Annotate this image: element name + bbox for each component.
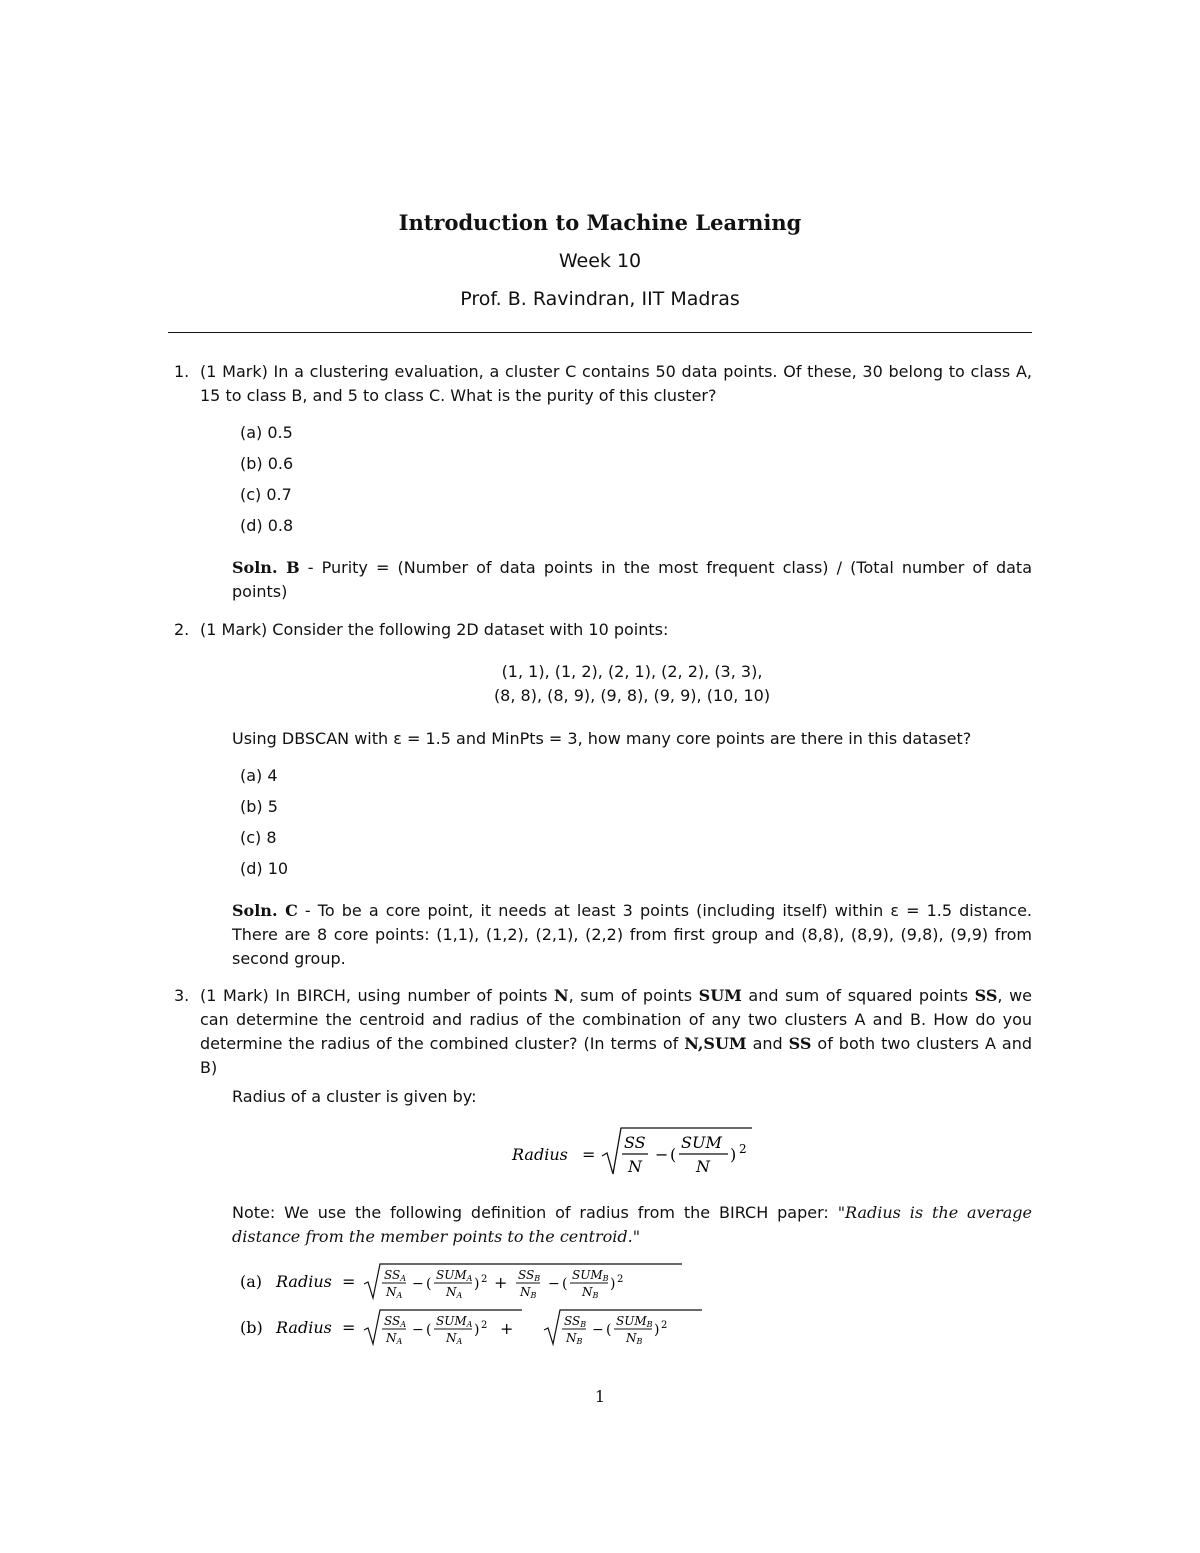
question-2-prompt: Using DBSCAN with ε = 1.5 and MinPts = 3, how many core points are there in this dataset? — [232, 729, 972, 748]
solution-text: - Purity = (Number of data points in the most frequent class) / (Total number of data points) — [232, 558, 1032, 601]
svg-text:(: ( — [426, 1276, 432, 1292]
svg-text:Radius: Radius — [276, 1318, 332, 1337]
svg-text:(: ( — [562, 1276, 568, 1292]
question-1-solution — [232, 556, 1032, 604]
birch-note — [232, 1201, 1032, 1249]
svg-text:Radius: Radius — [276, 1272, 332, 1291]
svg-text:): ) — [474, 1276, 480, 1292]
dataset-points — [232, 660, 1032, 708]
option-c: (c) 0.7 — [240, 485, 292, 504]
svg-text:(b): (b) — [240, 1318, 263, 1337]
option-a: (a) 0.5 — [240, 423, 293, 442]
option-b-formula — [236, 1306, 716, 1348]
svg-text:SSA: SSA — [384, 1268, 407, 1283]
svg-text:(: ( — [670, 1145, 677, 1164]
note-quote: "Radius is the average distance from the member points to the centroid." — [232, 1203, 1033, 1246]
svg-text:2: 2 — [739, 1142, 747, 1156]
svg-text:SUMB: SUMB — [616, 1314, 653, 1329]
svg-text:=: = — [342, 1272, 356, 1291]
svg-text:N: N — [628, 1157, 642, 1176]
svg-text:−: − — [592, 1322, 604, 1338]
question-2 — [174, 618, 1032, 642]
svg-text:SSA: SSA — [384, 1314, 407, 1329]
svg-text:(: ( — [606, 1322, 612, 1338]
svg-text:SUM: SUM — [681, 1133, 722, 1152]
svg-text:=: = — [582, 1145, 596, 1164]
question-3 — [174, 984, 1033, 1080]
question-number: 1. — [174, 362, 190, 381]
svg-text:=: = — [342, 1318, 356, 1337]
svg-text:NA: NA — [446, 1285, 463, 1300]
svg-text:(a): (a) — [240, 1272, 263, 1291]
svg-text:NB: NB — [566, 1331, 583, 1346]
question-text: (1 Mark) Consider the following 2D dataset with 10 points: — [200, 620, 669, 639]
option-c: (c) 8 — [240, 828, 277, 847]
svg-text:2: 2 — [481, 1274, 488, 1285]
document-title: Introduction to Machine Learning — [398, 210, 802, 235]
option-a-formula — [236, 1260, 696, 1302]
svg-text:+: + — [500, 1319, 514, 1338]
svg-text:SUMB: SUMB — [572, 1268, 609, 1283]
svg-text:−: − — [412, 1322, 424, 1338]
svg-text:(: ( — [426, 1322, 432, 1338]
svg-text:+: + — [494, 1273, 508, 1292]
svg-text:NA: NA — [386, 1331, 403, 1346]
option-a: (a) 4 — [240, 766, 278, 785]
svg-text:NB: NB — [520, 1285, 537, 1300]
points-line-1: (1, 1), (1, 2), (2, 1), (2, 2), (3, 3), — [501, 662, 763, 681]
points-line-2: (8, 8), (8, 9), (9, 8), (9, 9), (10, 10) — [493, 686, 771, 705]
header-rule — [168, 332, 1032, 333]
note-lead: Note: We use the following definition of radius from the BIRCH paper: — [232, 1203, 838, 1222]
question-text: (1 Mark) In BIRCH, using number of points N, sum of points SUM and sum of squared points SS, we can determine the centroid and radius of the combination of any two clusters A and B. How do you determine the radius of the combined cluster? (In terms of N,SUM and SS of both two clusters A and B) — [200, 986, 1033, 1077]
option-d: (d) 10 — [240, 859, 289, 878]
option-d: (d) 0.8 — [240, 516, 294, 535]
svg-text:NB: NB — [582, 1285, 599, 1300]
page-number: 1 — [594, 1387, 606, 1406]
solution-label: Soln. B — [232, 558, 300, 577]
svg-text:SSB: SSB — [518, 1268, 541, 1283]
svg-text:NB: NB — [626, 1331, 643, 1346]
svg-text:NA: NA — [446, 1331, 463, 1346]
solution-label: Soln. C — [232, 901, 298, 920]
document-week: Week 10 — [558, 250, 642, 272]
option-b: (b) 5 — [240, 797, 278, 816]
radius-formula — [500, 1122, 770, 1184]
question-number: 2. — [174, 620, 190, 639]
svg-text:N: N — [696, 1157, 710, 1176]
svg-text:): ) — [474, 1322, 480, 1338]
svg-text:): ) — [654, 1322, 660, 1338]
solution-text: - To be a core point, it needs at least 3 points (including itself) within ε = 1.5 distance. There are 8 core points: (1,1), (1,2), (2,1), (2,2) from first group and (8,8), (8,9), (9,8), (9,9) from second group. — [232, 901, 1033, 968]
option-b: (b) 0.6 — [240, 454, 294, 473]
svg-text:NA: NA — [386, 1285, 403, 1300]
svg-text:Radius: Radius — [512, 1145, 568, 1164]
svg-text:SS: SS — [624, 1133, 646, 1152]
svg-text:SSB: SSB — [564, 1314, 587, 1329]
svg-text:−: − — [655, 1145, 669, 1164]
question-2-solution — [232, 899, 1032, 971]
svg-text:): ) — [730, 1145, 737, 1164]
radius-intro: Radius of a cluster is given by: — [232, 1087, 477, 1106]
document-author: Prof. B. Ravindran, IIT Madras — [460, 288, 740, 310]
svg-text:SUMA: SUMA — [436, 1314, 473, 1329]
svg-text:−: − — [548, 1276, 560, 1292]
svg-text:): ) — [610, 1276, 616, 1292]
question-1 — [174, 360, 1032, 408]
svg-text:2: 2 — [481, 1320, 488, 1331]
svg-text:−: − — [412, 1276, 424, 1292]
svg-text:SUMA: SUMA — [436, 1268, 473, 1283]
question-text: (1 Mark) In a clustering evaluation, a cluster C contains 50 data points. Of these, 30 belong to class A, 15 to class B, and 5 to class C. What is the purity of this cluster? — [200, 362, 1032, 405]
svg-text:2: 2 — [617, 1274, 624, 1285]
question-number: 3. — [174, 986, 190, 1005]
svg-text:2: 2 — [661, 1320, 668, 1331]
